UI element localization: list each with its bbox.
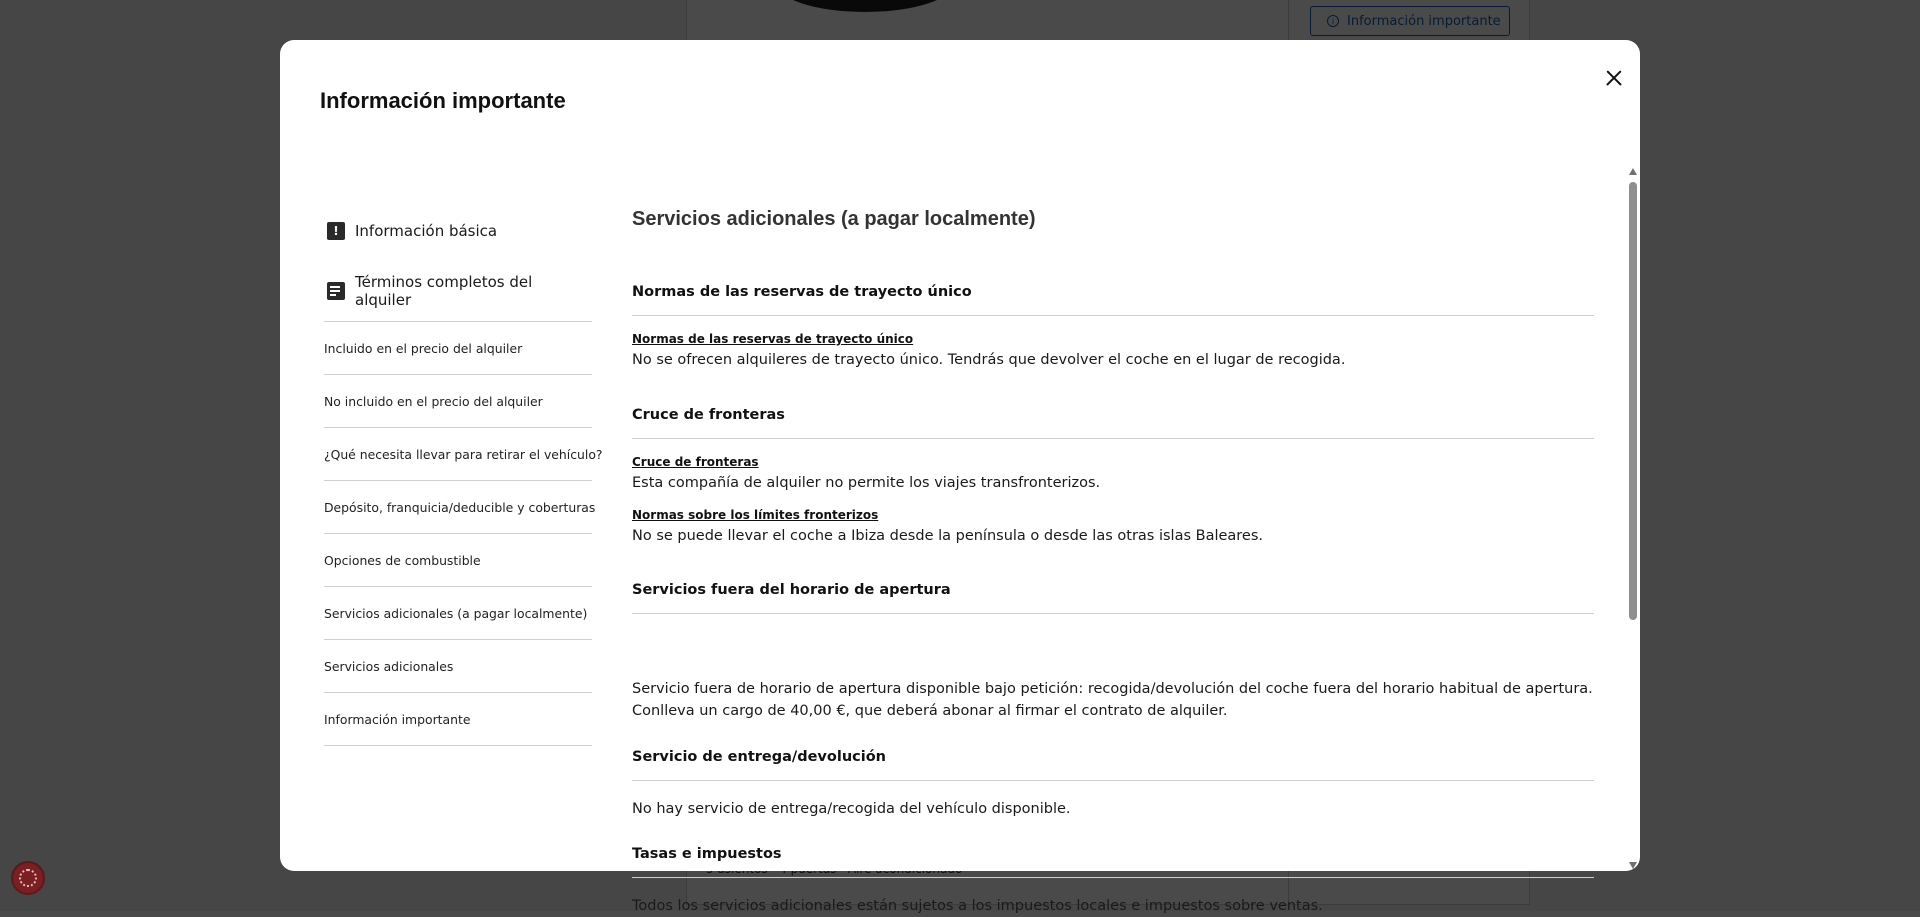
cookie-icon: [19, 869, 37, 887]
nav-item-not-included[interactable]: No incluido en el precio del alquiler: [324, 374, 592, 427]
alert-square-icon: !: [327, 222, 345, 240]
nav-item-pickup-requirements[interactable]: ¿Qué necesita llevar para retirar el vehículo?: [324, 427, 592, 480]
text-taxes: Todos los servicios adicionales están sujetos a los impuestos locales e impuestos sobre ventas.: [632, 898, 1323, 914]
scroll-down-arrow-icon[interactable]: [1629, 862, 1637, 869]
scrollbar-thumb[interactable]: [1629, 182, 1637, 620]
nav-item-extras[interactable]: Servicios adicionales: [324, 639, 592, 692]
modal-content-scroll-area[interactable]: [632, 166, 1594, 914]
section-heading-delivery: Servicio de entrega/devolución: [632, 749, 1594, 781]
nav-full-terms-label: Términos completos del alquiler: [355, 273, 533, 309]
nav-basic-info-label: Información básica: [355, 222, 498, 240]
text-after-hours-line2: Conlleva un cargo de 40,00 €, que deberá abonar al firmar el contrato de alquiler.: [632, 703, 1228, 719]
nav-full-terms[interactable]: [324, 261, 592, 321]
modal-sidebar-nav: [324, 201, 603, 746]
nav-item-local-extras[interactable]: Servicios adicionales (a pagar localmente): [324, 586, 592, 639]
subheading-one-way: Normas de las reservas de trayecto único: [632, 332, 914, 346]
nav-terms-list: [324, 321, 603, 746]
nav-item-important-info[interactable]: Información importante: [324, 692, 592, 745]
section-heading-after-hours: Servicios fuera del horario de apertura: [632, 582, 1594, 614]
text-border-limits: No se puede llevar el coche a Ibiza desde la península o desde las otras islas Baleares.: [632, 528, 1264, 544]
close-icon[interactable]: [1598, 62, 1630, 94]
content-scrollbar[interactable]: [1626, 166, 1640, 871]
text-delivery: No hay servicio de entrega/recogida del vehículo disponible.: [632, 801, 1071, 817]
modal-title: Información importante: [320, 88, 566, 113]
document-icon: [327, 282, 345, 300]
subheading-border-crossing: Cruce de fronteras: [632, 455, 759, 469]
important-info-modal: [280, 40, 1640, 914]
content-title: Servicios adicionales (a pagar localmente): [632, 208, 1036, 230]
scroll-up-arrow-icon[interactable]: [1629, 168, 1637, 175]
text-border-crossing: Esta compañía de alquiler no permite los viajes transfronterizos.: [632, 475, 1101, 491]
subheading-border-limits: Normas sobre los límites fronterizos: [632, 508, 879, 522]
nav-item-included[interactable]: Incluido en el precio del alquiler: [324, 321, 592, 374]
cookie-settings-button[interactable]: [11, 861, 45, 895]
section-heading-one-way: Normas de las reservas de trayecto único: [632, 284, 1594, 316]
text-after-hours-line1: Servicio fuera de horario de apertura disponible bajo petición: recogida/devolución del coche fuera del horario habitual de apertura.: [632, 681, 1593, 697]
nav-item-deposit-coverage[interactable]: Depósito, franquicia/deducible y coberturas: [324, 480, 592, 533]
nav-basic-info[interactable]: [324, 201, 592, 261]
nav-item-fuel-options[interactable]: Opciones de combustible: [324, 533, 592, 586]
section-heading-taxes: Tasas e impuestos: [632, 846, 1594, 878]
text-one-way: No se ofrecen alquileres de trayecto único. Tendrás que devolver el coche en el lugar de recogida.: [632, 352, 1346, 368]
section-heading-border-crossing: Cruce de fronteras: [632, 407, 1594, 439]
